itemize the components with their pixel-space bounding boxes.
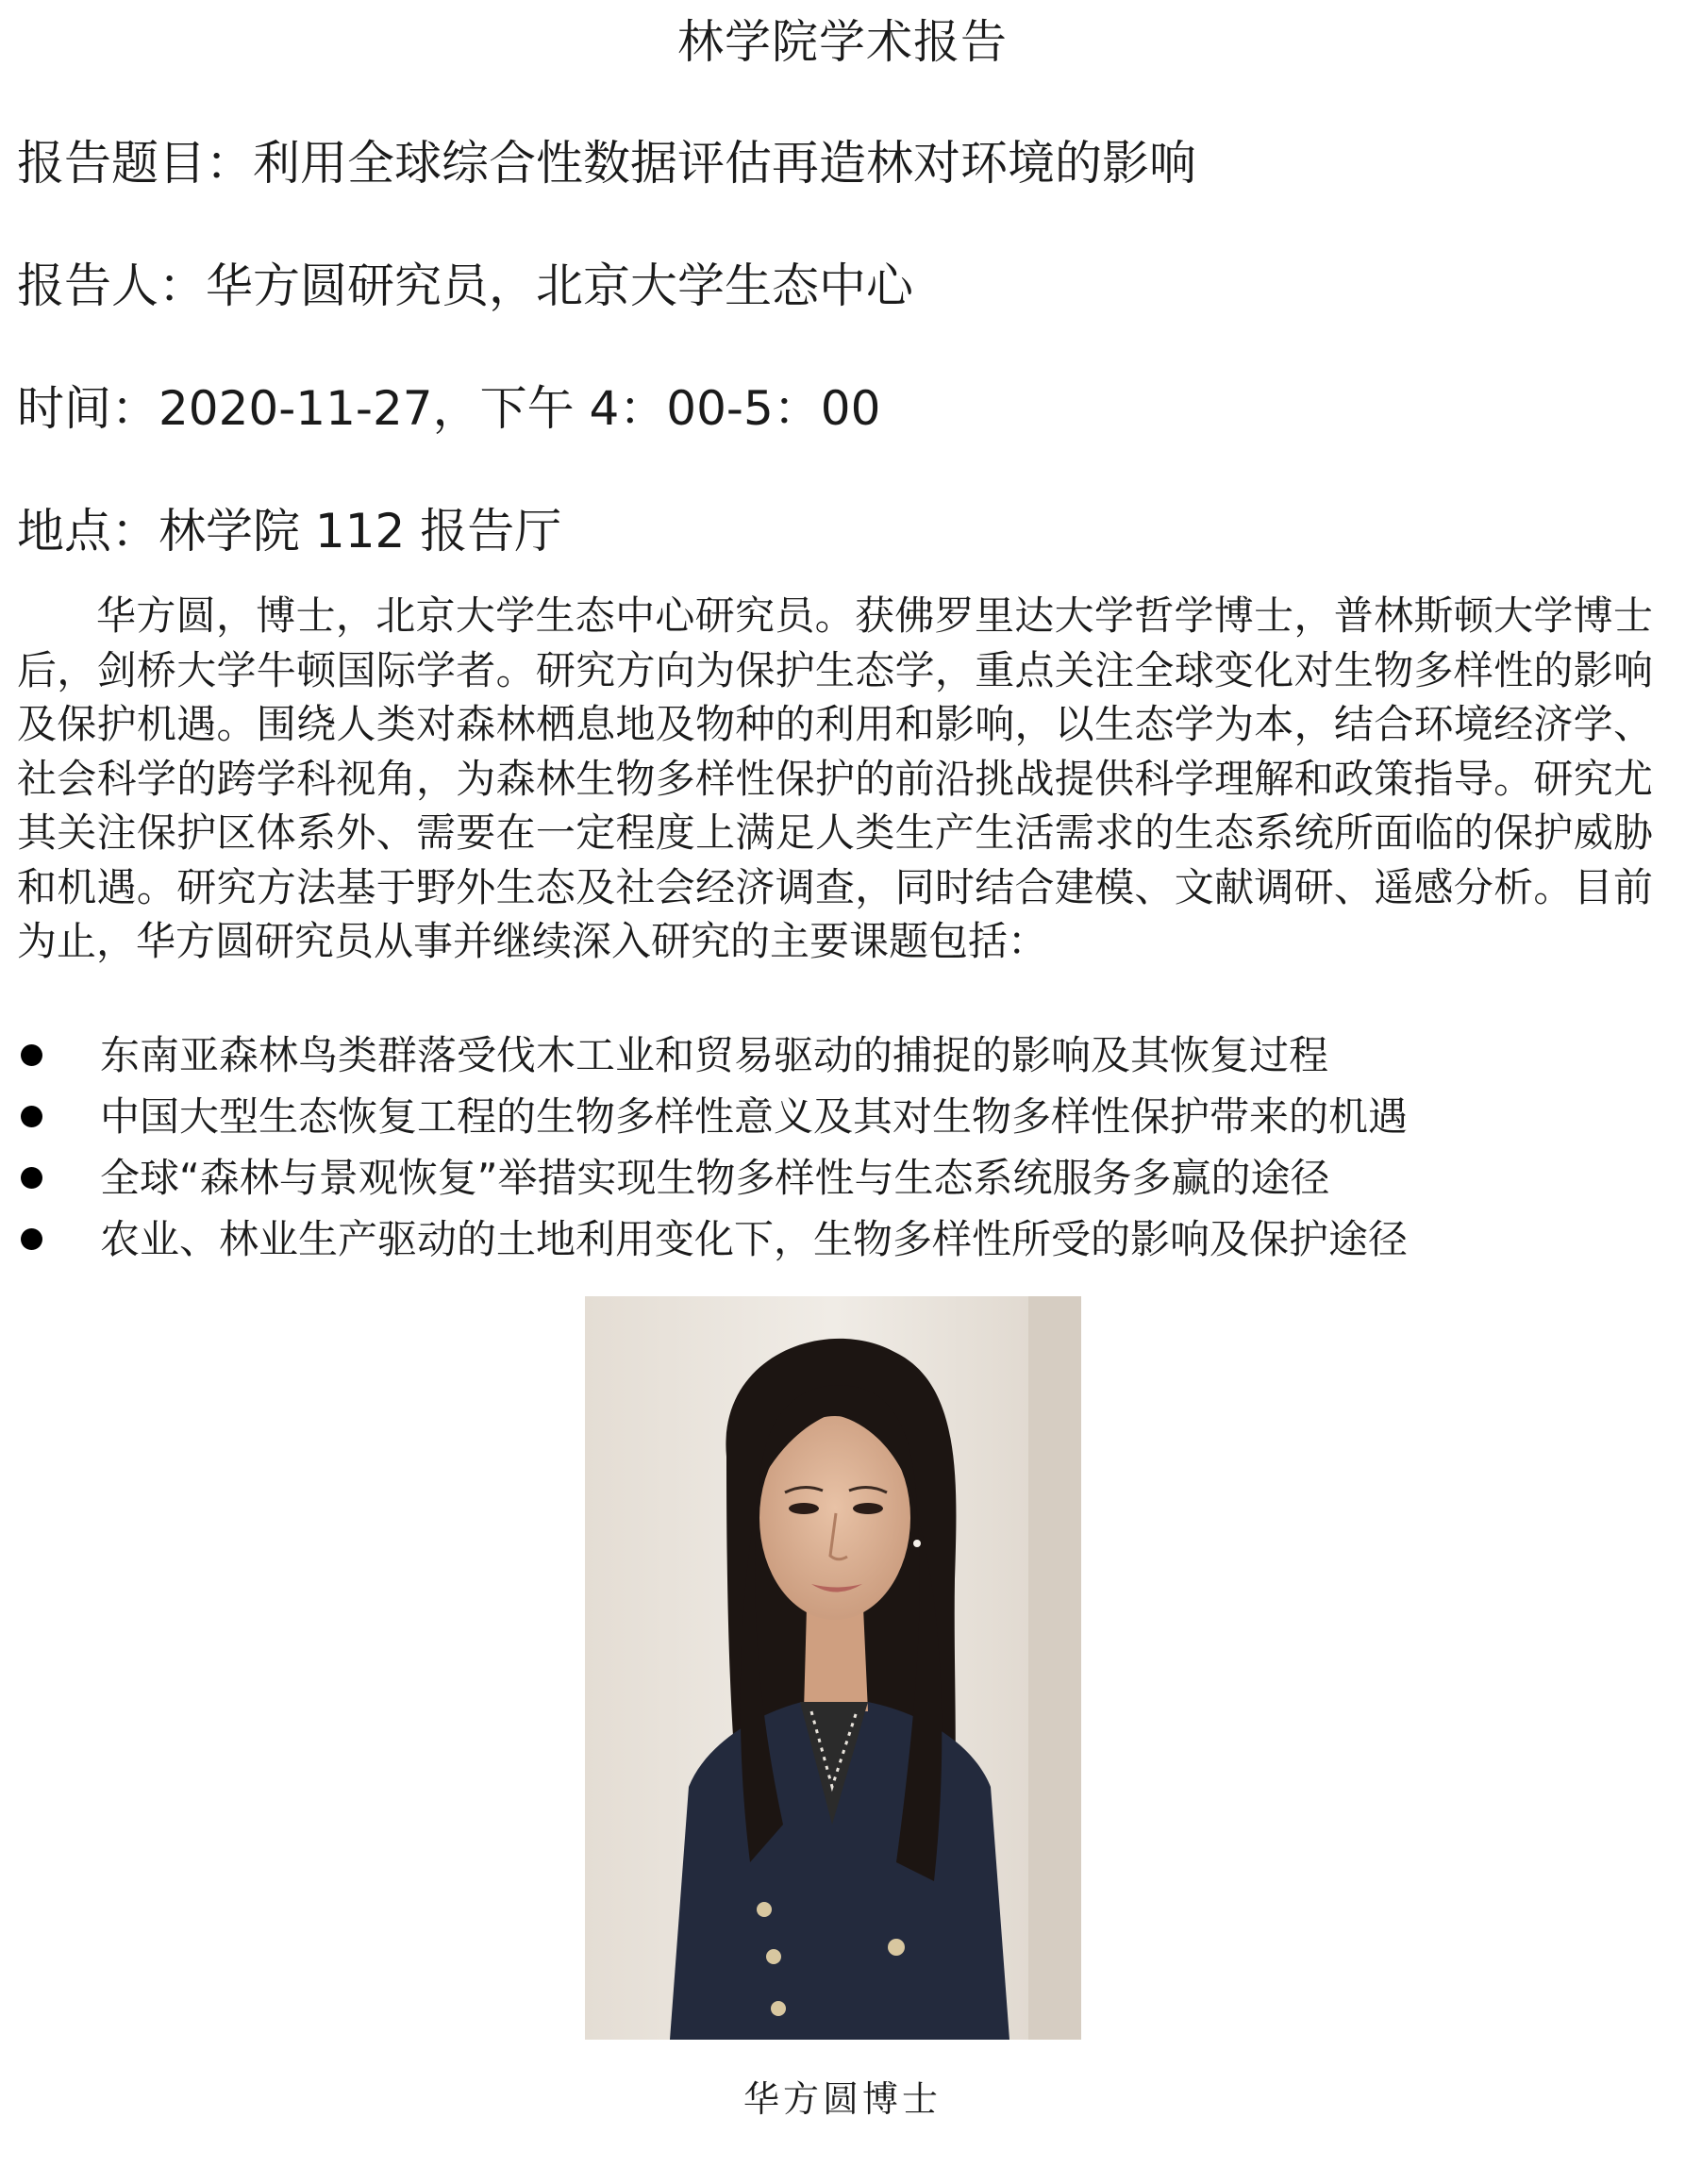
research-topics-list: [17, 1025, 1668, 1270]
bullet-icon: [21, 1044, 42, 1066]
list-item: [17, 1086, 1668, 1147]
report-topic: 报告题目：利用全球综合性数据评估再造林对环境的影响: [17, 136, 1196, 191]
bullet-icon: [21, 1106, 42, 1127]
speaker-bio: 华方圆，博士，北京大学生态中心研究员。获佛罗里达大学哲学博士，普林斯顿大学博士后，剑桥大学牛顿国际学者。研究方向为保护生态学，重点关注全球变化对生物多样性的影响及保护机遇。围绕人类对森林栖息地及物种的利用和影响，以生态学为本，结合环境经济学、社会科学的跨学科视角，为森林生物多样性保护的前沿挑战提供科学理解和政策指导。研究尤其关注保护区体系外、需要在一定程度上满足人类生产生活需求的生态系统所面临的保护威胁和机遇。研究方法基于野外生态及社会经济调查，同时结合建模、文献调研、遥感分析。目前为止，华方圆研究员从事并继续深入研究的主要课题包括：: [17, 592, 1653, 964]
report-speaker: 报告人：华方圆研究员，北京大学生态中心: [17, 258, 913, 313]
report-place: 地点：林学院 112 报告厅: [17, 504, 562, 559]
topic-text: 中国大型生态恢复工程的生物多样性意义及其对生物多样性保护带来的机遇: [100, 1093, 1409, 1140]
report-time: 时间：2020-11-27，下午 4：00-5：00: [17, 381, 881, 436]
bullet-icon: [21, 1228, 42, 1250]
speaker-portrait-photo: [585, 1296, 1081, 2040]
topic-text: 全球“森林与景观恢复”举措实现生物多样性与生态系统服务多赢的途径: [100, 1155, 1330, 1201]
portrait-illustration: [585, 1296, 1081, 2040]
list-item: [17, 1025, 1668, 1086]
bullet-icon: [21, 1167, 42, 1189]
topic-text: 农业、林业生产驱动的土地利用变化下，生物多样性所受的影响及保护途径: [100, 1216, 1409, 1262]
topic-text: 东南亚森林鸟类群落受伐木工业和贸易驱动的捕捉的影响及其恢复过程: [100, 1032, 1329, 1078]
photo-caption: 华方圆博士: [742, 2078, 942, 2120]
list-item: [17, 1209, 1668, 1270]
document-title: 林学院学术报告: [676, 15, 1008, 69]
list-item: [17, 1147, 1668, 1209]
